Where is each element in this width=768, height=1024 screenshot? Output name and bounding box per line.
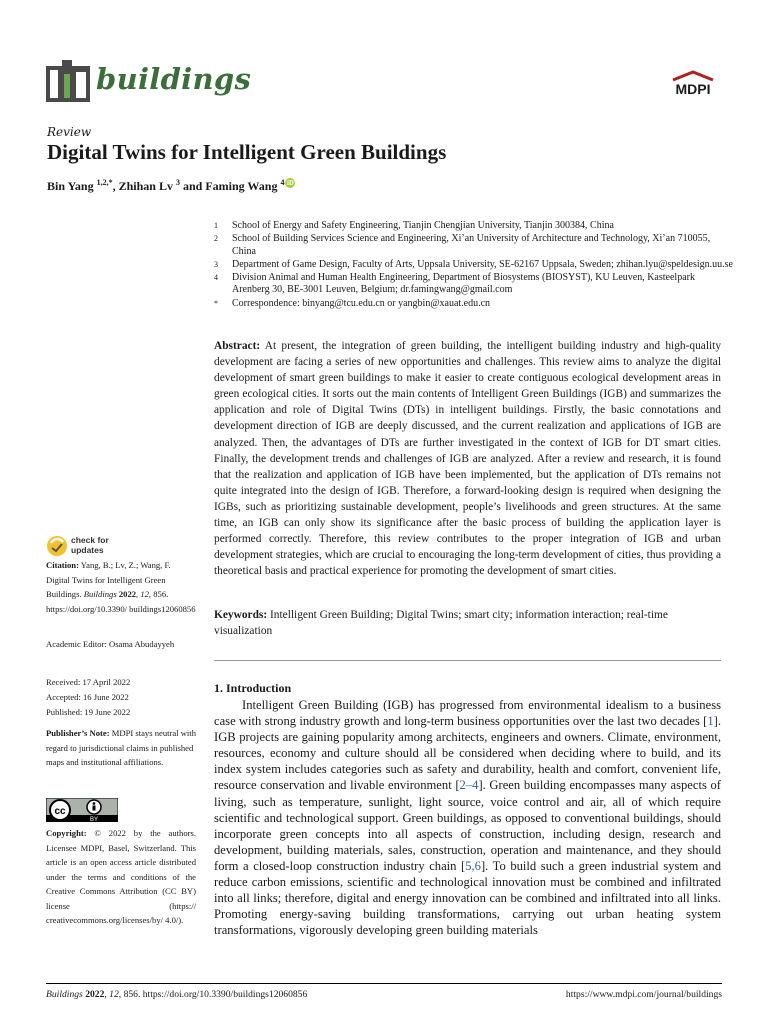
copyright-notice: Copyright: © 2022 by the authors. Licensee MDPI, Basel, Switzerland. This article is an open access article distributed under the terms and conditions of the Creative Commons Attribution (CC BY) license (https:// creativecommons.org/licenses/by/ 4.0/).: [46, 828, 196, 925]
keywords: [214, 607, 721, 639]
citation-link[interactable]: 2–4: [459, 778, 479, 793]
footer-citation: Buildings 2022, 12, 856. https://doi.org/10.3390/buildings12060856: [46, 989, 308, 1000]
affiliation-item: * Correspondence: binyang@tcu.edu.cn or yangbin@xauat.edu.cn: [214, 297, 491, 309]
cc-by-label: BY: [89, 817, 99, 822]
author-sup: 1,2,*: [96, 178, 113, 187]
svg-text:cc: cc: [54, 806, 66, 817]
citation-block: Citation: Yang, B.; Lv, Z.; Wang, F. Digital Twins for Intelligent Green Buildings. Buildings 2022, 12, 856. https://doi.org/10.3390/ buildings12060856: [46, 560, 196, 614]
article-title: Digital Twins for Intelligent Green Buildings: [47, 140, 447, 164]
journal-name: buildings: [96, 62, 252, 96]
article-type: Review: [47, 125, 92, 139]
buildings-logo-icon: [46, 60, 90, 102]
keywords-text: Intelligent Green Building; Digital Twins; smart city; information interaction; real-time visualization: [214, 609, 668, 637]
abstract-text: At present, the integration of green building, the intelligent building industry and high-quality development are facing a series of new opportunities and challenges. This review aims to analyze the digital development of smart green buildings to make it easier to create contiguous ecological development areas in green ecological cities. It sorts out the main contents of Intelligent Green Buildings (IGB) and summarizes the application and role of Digital Twins (DTs) in intelligent buildings. Firstly, the basic connotations and development direction of IGB are deeply discussed, and the current realization and applications of IGB are analyzed. Then, the advantages of DTs are further investigated in the context of IGB for DT smart cities. Finally, the development trends and challenges of IGB are analyzed. After a review and research, it is found that the realization and application of IGB have been implemented, but the application of DTs remains not quite integrated into the design of IGB. Therefore, a forward-looking design is required when designing the IGBs, such as prioritizing sustainable development, people’s livelihoods and green structures. At the same time, an IGB can only show its significance after the basic process of building the application layer is performed correctly. Therefore, this review contributes to the proper integration of IGB and urban development strategies, which are crucial to encouraging the long-term development of cities, thus providing a theoretical basis and practical experience for promoting the development of smart cities.: [214, 340, 722, 578]
affiliation-item: 4 Division Animal and Human Health Engineering, Department of Biosystems (BIOSYST), KU Leuven, Kasteelpark Arenberg 30, BE-3001 Leuven, Belgium; dr.famingwang@gmail.com: [214, 272, 695, 296]
mdpi-logo-icon: [667, 70, 719, 98]
affiliation-item: 2 School of Building Services Science and Engineering, Xi’an University of Architecture and Technology, Xi’an 710055, China: [214, 233, 711, 257]
author-sup: 3: [175, 178, 180, 187]
affiliations: [214, 220, 734, 311]
section-divider: [214, 660, 721, 661]
abstract-label: Abstract:: [214, 340, 261, 352]
citation-link[interactable]: 1: [707, 714, 714, 729]
check-for-updates-badge[interactable]: check for updates: [46, 534, 126, 558]
keywords-label: Keywords:: [214, 609, 268, 621]
cc-by-license-icon[interactable]: [46, 798, 118, 822]
intro-paragraph: Intelligent Green Building (IGB) has progressed from environmental idealism to a business case with strong industry growth and long-term business opportunities over the last two decades [1]. IGB projects are gaining popularity among architects, engineers and owners. Climate, environment, resources, economy and culture should all be considered when deciding where to build, and its index system includes categories such as safety and durability, health and comfort, convenient life, resource conservation and livable environment [2–4]. Green building encompasses many aspects of living, such as temperature, sunlight, light source, voice control and air, all of which require scientific and technological support. Green buildings, as opposed to conventional buildings, should incorporate green concepts into all aspects of construction, including design, research and development, building materials, sales, construction, operation and maintenance, and they should form a closed-loop construction industry chain [5,6]. To build such a green industrial system and reduce carbon emissions, scientific and technological innovation must be combined and infiltrated into all links; therefore, digital and energy innovation can be combined and infiltrated into all links. Promoting energy-saving building transformations, carrying out urban heating system transformations, vigorously developing green building materials: [214, 698, 722, 938]
author-name: Bin Yang: [47, 179, 94, 193]
author-sup: 4: [280, 178, 285, 187]
accepted-date: Accepted: 16 June 2022: [46, 692, 129, 702]
publisher-note: Publisher’s Note: MDPI stays neutral with regard to jurisdictional claims in published maps and institutional affiliations.: [46, 728, 196, 767]
citation-link[interactable]: 5,6: [465, 858, 481, 873]
check-updates-icon: [46, 535, 68, 557]
footer-divider: [46, 983, 722, 984]
section-heading: 1. Introduction: [214, 681, 292, 695]
author-list: Bin Yang $^{1,2,*}$, Zhihan Lv $^3$ and Faming Wang $^4$ iD: [47, 178, 294, 193]
mdpi-logo-text: MDPI: [675, 81, 711, 97]
footer-journal-url[interactable]: https://www.mdpi.com/journal/buildings: [565, 989, 722, 1000]
author-name: Zhihan Lv: [118, 179, 173, 193]
affiliation-item: 1 School of Energy and Safety Engineering, Tianjin Chengjian University, Tianjin 300384, China: [214, 220, 614, 231]
received-date: Received: 17 April 2022: [46, 677, 131, 687]
abstract: [214, 338, 721, 579]
academic-editor: Academic Editor: Osama Abudayyeh: [46, 639, 175, 649]
affiliation-item: 3 Department of Game Design, Faculty of Arts, Uppsala University, SE-62167 Uppsala, Sweden; zhihan.lyu@speldesign.uu.se: [214, 258, 733, 270]
orcid-icon[interactable]: iD: [286, 179, 294, 187]
author-name: Faming Wang: [205, 179, 278, 193]
published-date: Published: 19 June 2022: [46, 707, 131, 717]
